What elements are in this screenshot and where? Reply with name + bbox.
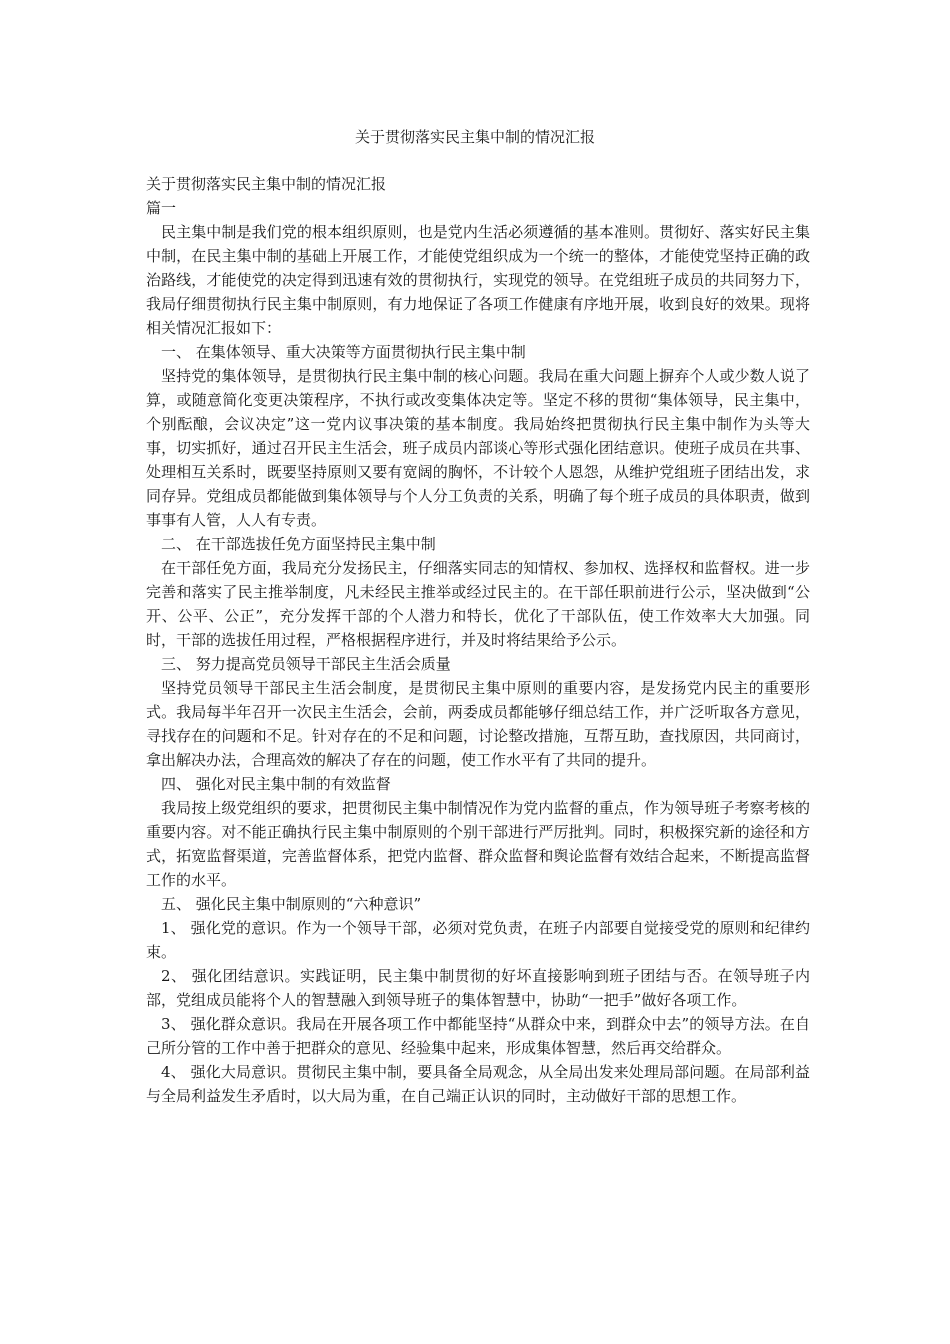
list-item-1: 1、 强化党的意识。作为一个领导干部，必须对党负责，在班子内部要自觉接受党的原则和纪律约束。	[146, 919, 810, 961]
part-label: 篇一	[146, 199, 177, 217]
list-item-2: 2、 强化团结意识。实践证明，民主集中制贯彻的好坏直接影响到班子团结与否。在领导班子内部，党组成员能将个人的智慧融入到领导班子的集体智慧中，协助“一把手”做好各项工作。	[146, 967, 810, 1009]
section-heading-5: 五、 强化民主集中制原则的“六种意识”	[161, 895, 422, 913]
list-item-3: 3、 强化群众意识。我局在开展各项工作中都能坚持“从群众中来，到群众中去”的领导方法。在自己所分管的工作中善于把群众的意见、经验集中起来，形成集体智慧，然后再交给群众。	[146, 1015, 810, 1057]
intro-paragraph: 民主集中制是我们党的根本组织原则，也是党内生活必须遵循的基本准则。贯彻好、落实好民主集中制，在民主集中制的基础上开展工作，才能使党组织成为一个统一的整体，才能使党坚持正确的政治路线，才能使党的决定得到迅速有效的贯彻执行，实现党的领导。在党组班子成员的共同努力下，我局仔细贯彻执行民主集中制原则，有力地保证了各项工作健康有序地开展，收到良好的效果。现将相关情况汇报如下：	[146, 223, 810, 337]
section-paragraph-1: 坚持党的集体领导，是贯彻执行民主集中制的核心问题。我局在重大问题上摒弃个人或少数人说了算，或随意简化变更决策程序，不执行或改变集体决定等。坚定不移的贯彻“集体领导，民主集中，个别酝酿，会议决定”这一党内议事决策的基本制度。我局始终把贯彻执行民主集中制作为头等大事，切实抓好，通过召开民主生活会，班子成员内部谈心等形式强化团结意识。使班子成员在共事、处理相互关系时，既要坚持原则又要有宽阔的胸怀，不计较个人恩怨，从维护党组班子团结出发，求同存异。党组成员都能做到集体领导与个人分工负责的关系，明确了每个班子成员的具体职责，做到事事有人管，人人有专责。	[146, 367, 810, 529]
section-heading-3: 三、 努力提高党员领导干部民主生活会质量	[161, 655, 451, 673]
section-paragraph-2: 在干部任免方面，我局充分发扬民主，仔细落实同志的知情权、参加权、选择权和监督权。进一步完善和落实了民主推举制度，凡未经民主推举或经过民主的。在干部任职前进行公示，坚决做到“公开、公平、公正”，充分发挥干部的个人潜力和特长，优化了干部队伍，使工作效率大大加强。同时，干部的选拔任用过程，严格根据程序进行，并及时将结果给予公示。	[146, 559, 810, 649]
section-paragraph-3: 坚持党员领导干部民主生活会制度，是贯彻民主集中原则的重要内容，是发扬党内民主的重要形式。我局每半年召开一次民主生活会，会前，两委成员都能够仔细总结工作，并广泛听取各方意见，寻找存在的问题和不足。针对存在的不足和问题，讨论整改措施，互帮互助，查找原因，共同商讨，拿出解决办法，合理高效的解决了存在的问题，使工作水平有了共同的提升。	[146, 679, 810, 769]
section-heading-2: 二、 在干部选拔任免方面坚持民主集中制	[161, 535, 436, 553]
document-subtitle: 关于贯彻落实民主集中制的情况汇报	[146, 175, 387, 193]
list-item-4: 4、 强化大局意识。贯彻民主集中制，要具备全局观念，从全局出发来处理局部问题。在局部利益与全局利益发生矛盾时，以大局为重，在自己端正认识的同时，主动做好干部的思想工作。	[146, 1063, 810, 1105]
document-title: 关于贯彻落实民主集中制的情况汇报	[354, 128, 595, 146]
document-body	[146, 172, 810, 1108]
section-paragraph-4: 我局按上级党组织的要求，把贯彻民主集中制情况作为党内监督的重点，作为领导班子考察考核的重要内容。对不能正确执行民主集中制原则的个别干部进行严厉批判。同时，积极探究新的途径和方式，拓宽监督渠道，完善监督体系，把党内监督、群众监督和舆论监督有效结合起来，不断提高监督工作的水平。	[146, 799, 810, 889]
section-heading-1: 一、 在集体领导、重大决策等方面贯彻执行民主集中制	[161, 343, 526, 361]
section-heading-4: 四、 强化对民主集中制的有效监督	[161, 775, 391, 793]
